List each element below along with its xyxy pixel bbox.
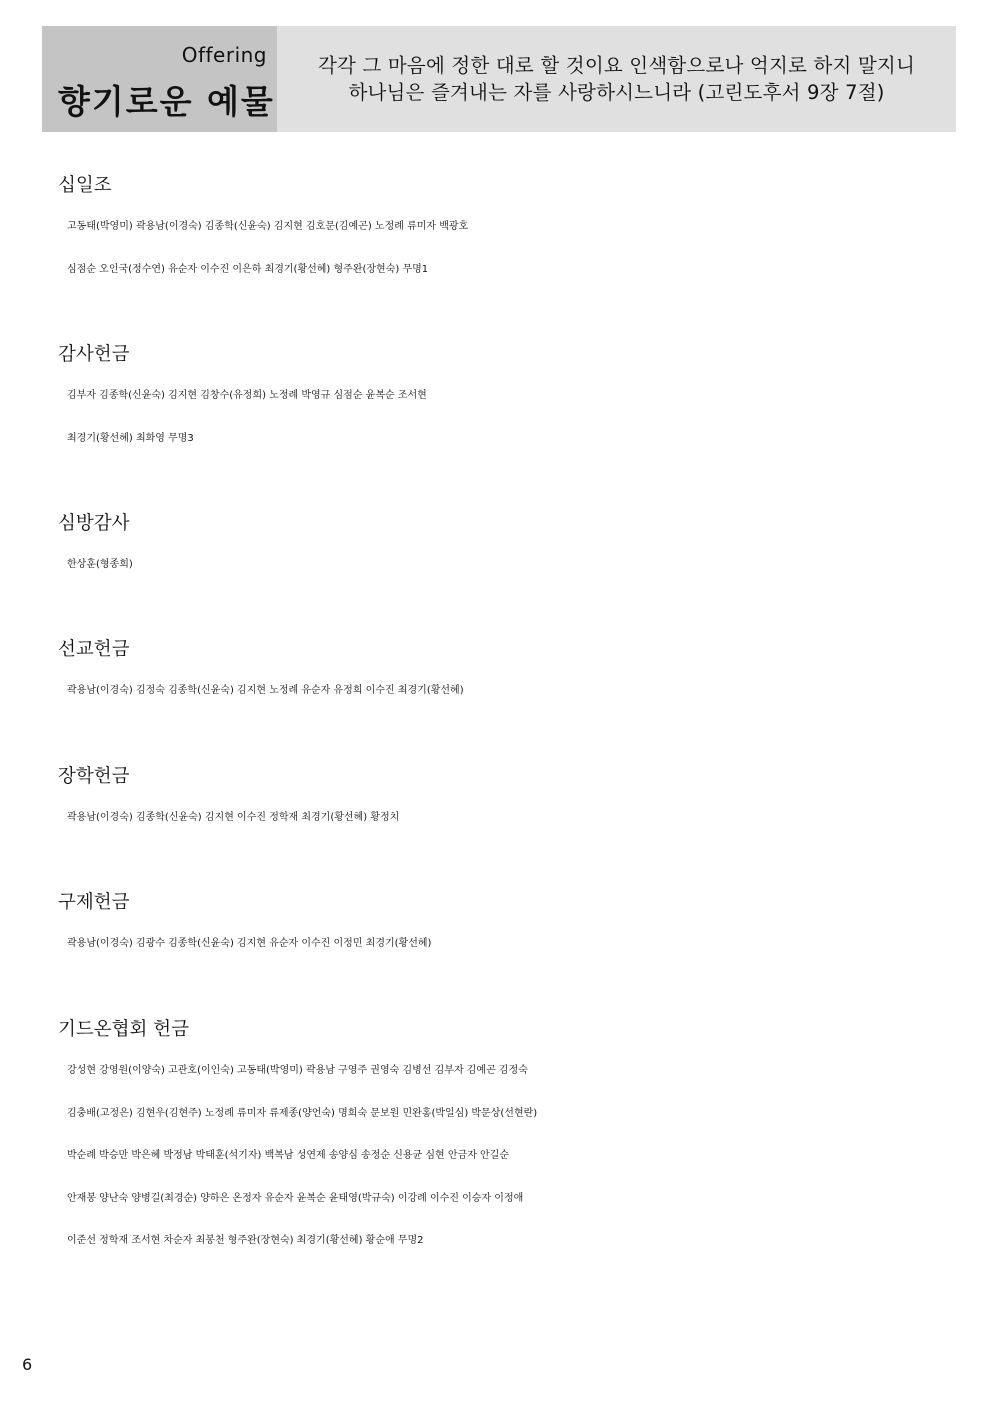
name-line: 안재봉 양난숙 양병길(최경순) 양하은 온정자 유순자 윤복순 윤태영(박규숙) 이강례 이수진 이승자 이정애 [67,1192,524,1204]
section-title: 심방감사 [58,513,130,534]
name-list [67,1059,938,1253]
section-visitation-thanks [58,512,938,596]
name-line: 최경기(황선혜) 최화영 무명3 [67,432,194,444]
verse-line-1: 각각 그 마음에 정한 대로 할 것이요 인색함으로나 억지로 하지 말지니 [317,54,916,77]
name-line: 고동태(박영미) 곽용남(이경숙) 김종학(신윤숙) 김지현 김호문(김예곤) 노정례 류미자 백광호 [67,221,469,232]
verse-line-2: 하나님은 즐겨내는 자를 사랑하시느니라 (고린도후서 9장 7절) [348,81,885,104]
section-thanksgiving [58,343,938,469]
section-title: 기드온협회 헌금 [58,1019,189,1040]
name-list [67,384,938,451]
name-list [67,806,938,830]
name-line: 한상훈(형종희) [67,559,133,570]
name-list [67,679,938,703]
name-list [67,932,938,956]
name-line: 곽용남(이경숙) 김종학(신윤숙) 김지현 이수진 정학재 최경기(황선혜) 황정치 [67,812,400,823]
name-line: 심점순 오인국(정수연) 유순자 이수진 이은하 최경기(황선혜) 형주완(장현숙) 무명1 [67,263,429,275]
section-gideons [58,1018,938,1272]
name-list [67,215,938,282]
header-verse [277,26,956,132]
name-line: 김충배(고정은) 김현우(김현주) 노정례 류미자 류제종(양언숙) 명희숙 문보원 민완홍(박일심) 박문상(선현란) [67,1107,538,1119]
name-line: 박순례 박승만 박은혜 박정남 박태훈(석기자) 백복남 성연제 송양심 송정순 신용균 심현 안금자 안길순 [67,1150,510,1161]
name-line: 강성현 강영원(이양숙) 고관호(이인숙) 고동태(박영미) 곽용남 구영주 권영숙 김병선 김부자 김예곤 김정숙 [67,1065,528,1076]
offering-header [42,26,956,132]
section-relief [58,891,938,975]
name-line: 곽용남(이경숙) 김광수 김종학(신윤숙) 김지현 유순자 이수진 이정민 최경기(황선혜) [67,938,432,949]
name-line: 김부자 김종학(신윤숙) 김지현 김창수(유정희) 노정례 박영규 심점순 윤복순 조서현 [67,390,427,401]
section-title: 선교헌금 [58,639,130,660]
name-line: 이준선 정학재 조서현 차순자 최봉천 형주완(장현숙) 최경기(황선혜) 황순애 무명2 [67,1235,424,1246]
section-scholarship [58,765,938,849]
page-number: 6 [22,1355,33,1374]
header-title: 향기로운 예물 [58,82,275,121]
section-tithe [58,174,938,300]
name-line: 곽용남(이경숙) 김정숙 김종학(신윤숙) 김지현 노정례 유순자 유정희 이수진 최경기(황선혜) [67,685,464,696]
section-title: 십일조 [58,175,112,196]
section-mission [58,638,938,722]
name-list [67,553,938,577]
section-title: 구제헌금 [58,892,130,913]
header-label-en: Offering [181,43,267,67]
header-title-block [42,26,277,132]
section-title: 감사헌금 [58,344,130,365]
section-title: 장학헌금 [58,766,130,787]
